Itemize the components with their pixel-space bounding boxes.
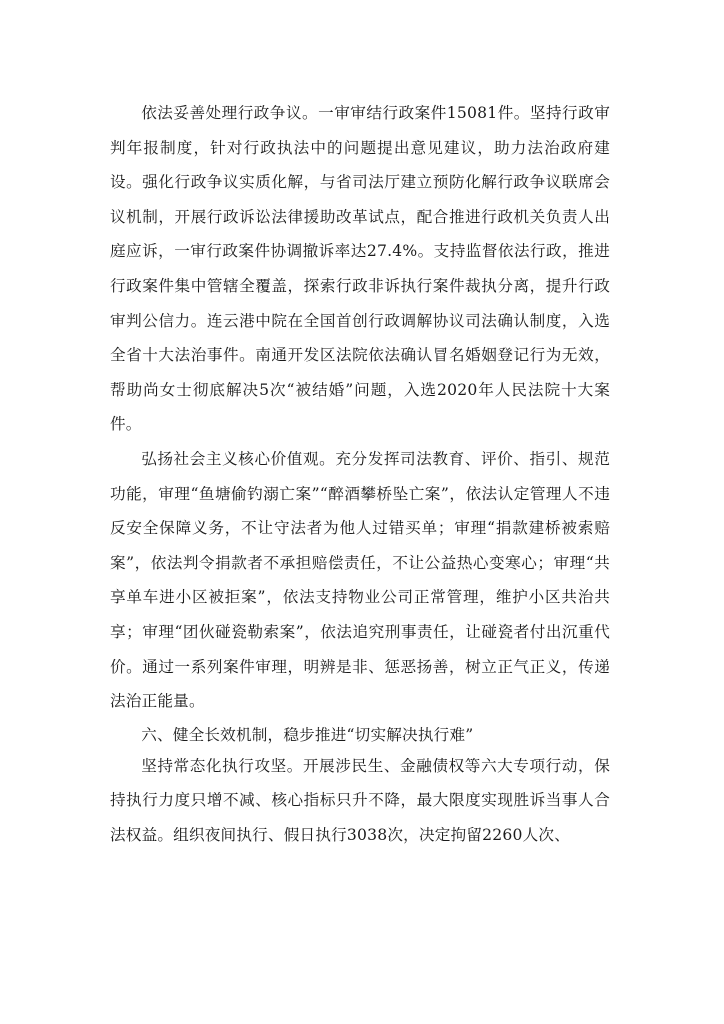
paragraph-administrative-disputes: 依法妥善处理行政争议。一审审结行政案件15081件。坚持行政审判年报制度，针对行政执法中的问题提出意见建议，助力法治政府建设。强化行政争议实质化解，与省司法厅建立预防化解行政争议联席会议机制，开展行政诉讼法律援助改革试点，配合推进行政机关负责人出庭应诉，一审行政案件协调撤诉率达27.4%。支持监督依法行政，推进行政案件集中管辖全覆盖，探索行政非诉执行案件裁执分离，提升行政审判公信力。连云港中院在全国首创行政调解协议司法确认制度，入选全省十大法治事件。南通开发区法院依法确认冒名婚姻登记行为无效，帮助尚女士彻底解决5次“被结婚”问题，入选2020年人民法院十大案件。	[110, 104, 610, 434]
paragraph-enforcement: 坚持常态化执行攻坚。开展涉民生、金融债权等六大专项行动，保持执行力度只增不减、核心指标只升不降，最大限度实现胜诉当事人合法权益。组织夜间执行、假日执行3038次，决定拘留2260人次、	[110, 756, 610, 844]
section-heading: 六、健全长效机制，稳步推进“切实解决执行难”	[141, 725, 474, 744]
paragraph-core-values: 弘扬社会主义核心价值观。充分发挥司法教育、评价、指引、规范功能，审理“鱼塘偷钓溺亡案”“醉酒攀桥坠亡案”，依法认定管理人不违反安全保障义务，不让守法者为他人过错买单；审理“捐款建桥被索赔案”，依法判令捐款者不承担赔偿责任，不让公益热心变寒心；审理“共享单车进小区被拒案”，依法支持物业公司正常管理，维护小区共治共享；审理“团伙碰瓷勒索案”，依法追究刑事责任，让碰瓷者付出沉重代价。通过一系列案件审理，明辨是非、惩恶扬善，树立正气正义，传递法治正能量。	[110, 449, 610, 711]
document-body	[110, 96, 610, 852]
